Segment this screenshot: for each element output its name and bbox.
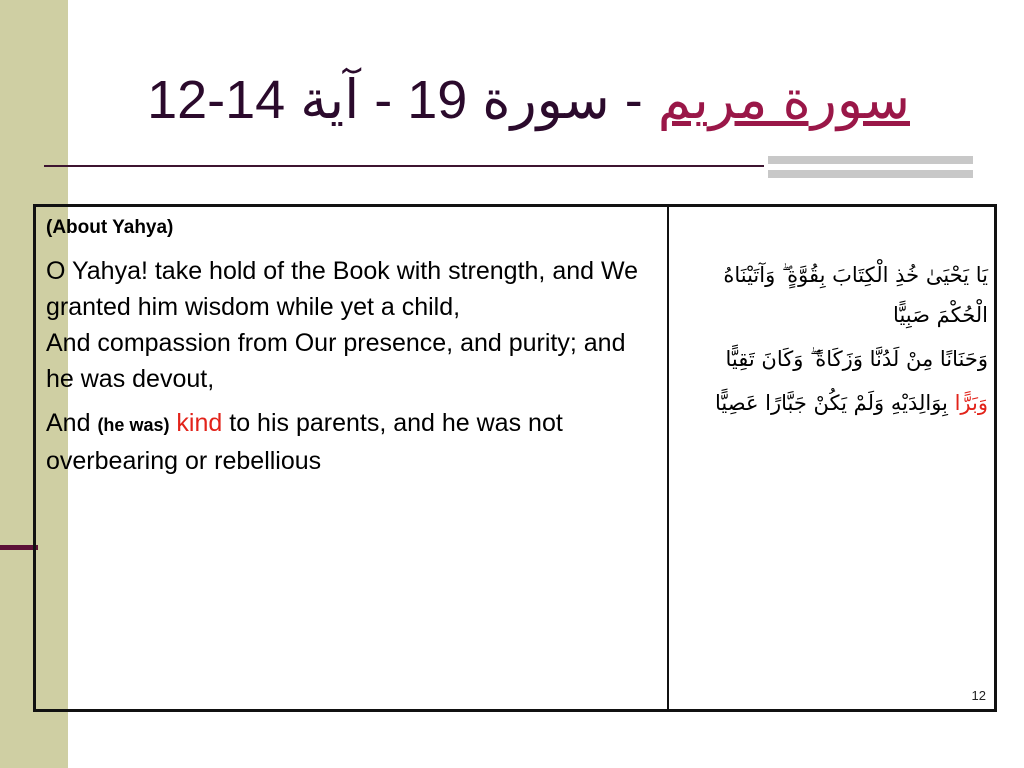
translation-verse-13: And compassion from Our presence, and purity; and he was devout,	[46, 329, 626, 393]
arabic-verse-12: يَا يَحْيَىٰ خُذِ الْكِتَابَ بِقُوَّةٍ ۖ وَآتَيْنَاهُ الْحُكْمَ صَبِيًّا	[723, 263, 988, 327]
surah-link[interactable]: سورة مريم	[657, 70, 910, 130]
translation-verse-14	[46, 405, 654, 479]
verse-14-end: to his parents, and he was not overbearing or rebellious	[46, 409, 563, 475]
slide-title	[130, 60, 910, 140]
translation-verse-12: O Yahya! take hold of the Book with strength, and We granted him wisdom while yet a child,	[46, 257, 639, 321]
verse-14-highlight: kind	[176, 409, 223, 437]
verse-table	[33, 204, 997, 712]
column-divider	[667, 207, 669, 709]
decorative-block-bottom	[768, 170, 973, 178]
arabic-verse-14-highlight: وَبَرًّا	[954, 391, 988, 415]
title-verse-reference: - سورة 19 - آية 14-12	[147, 70, 658, 130]
translation-heading: (About Yahya)	[46, 217, 174, 238]
decorative-block-top	[768, 156, 973, 164]
arabic-verse-13: وَحَنَانًا مِنْ لَدُنَّا وَزَكَاةً ۖ وَكَانَ تَقِيًّا	[725, 347, 988, 371]
arabic-verse-14-rest: بِوَالِدَيْهِ وَلَمْ يَكُنْ جَبَّارًا عَصِيًّا	[715, 391, 955, 415]
title-underline-rule	[44, 165, 764, 167]
arabic-text-cell	[686, 255, 988, 427]
verse-14-bracket-note: (he was)	[97, 415, 170, 435]
english-translation-cell	[46, 213, 654, 479]
page-number: 12	[971, 688, 986, 703]
arabic-verse-14	[686, 383, 988, 423]
verse-14-start: And	[46, 409, 98, 437]
